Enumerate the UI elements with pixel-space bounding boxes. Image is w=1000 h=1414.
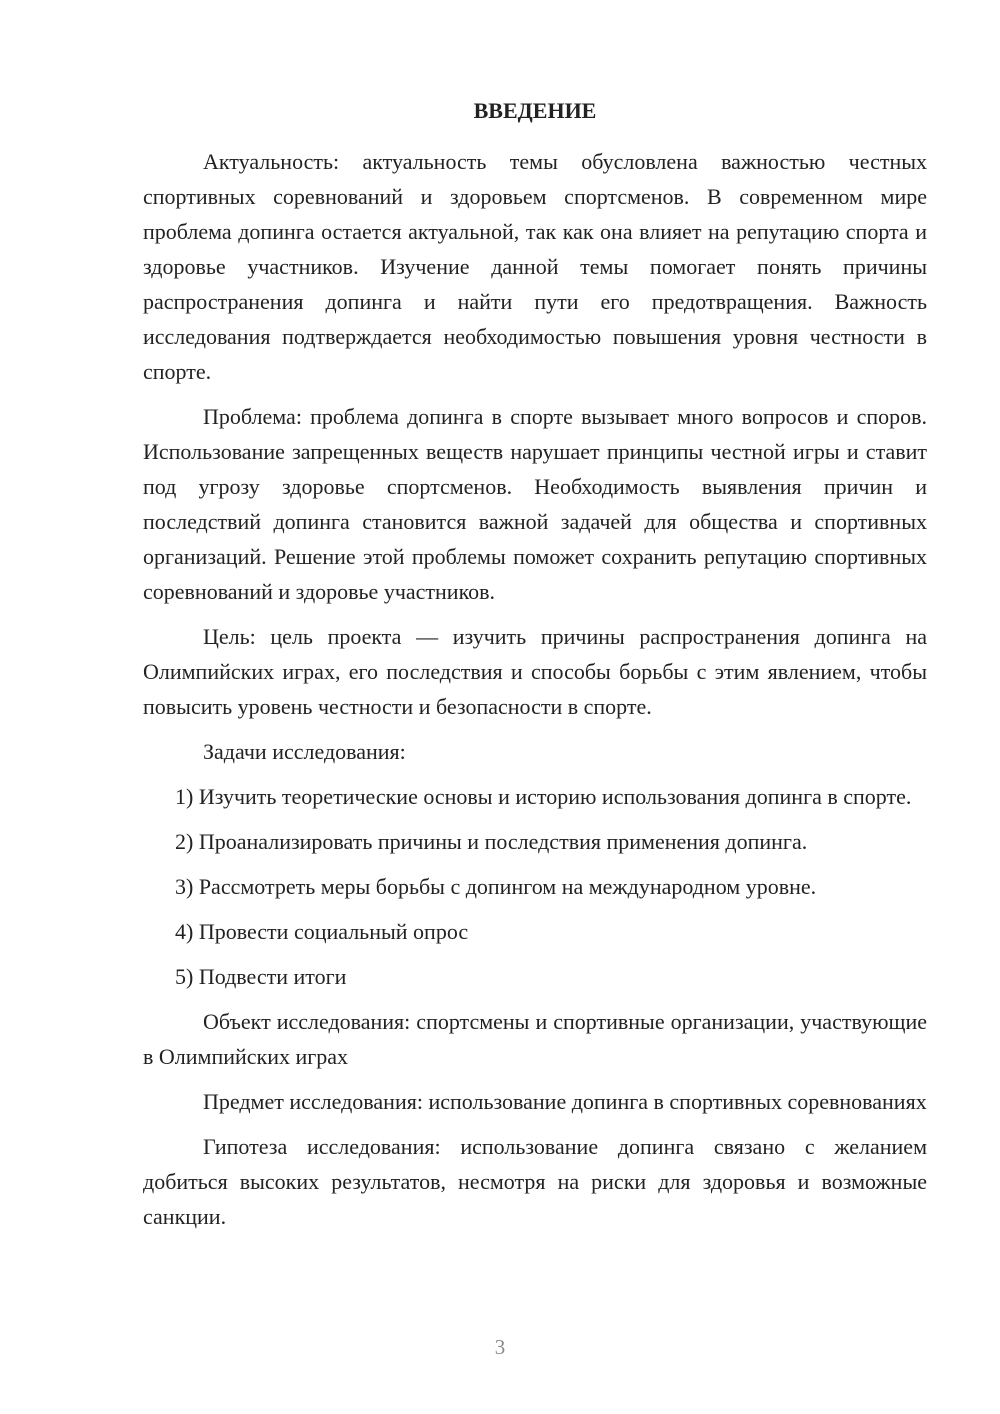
paragraph-subject: Предмет исследования: использование допинга в спортивных соревнованиях — [203, 1089, 927, 1114]
task-item-3: 3) Рассмотреть меры борьбы с допингом на международном уровне. — [175, 874, 817, 899]
task-item-2: 2) Проанализировать причины и последствия применения допинга. — [175, 829, 808, 854]
task-item-4: 4) Провести социальный опрос — [175, 919, 469, 944]
task-item-5: 5) Подвести итоги — [175, 964, 347, 989]
page-number: 3 — [494, 1335, 506, 1359]
paragraph-hypothesis: Гипотеза исследования: использование допинга связано с желанием добиться высоких результатов, несмотря на риски для здоровья и возможные санкции. — [143, 1134, 927, 1229]
paragraph-goal: Цель: цель проекта — изучить причины распространения допинга на Олимпийских играх, его последствия и способы борьбы с этим явлением, чтобы повысить уровень честности и безопасности в спорте. — [143, 624, 927, 719]
document-body — [143, 144, 927, 1234]
task-item-1: 1) Изучить теоретические основы и историю использования допинга в спорте. — [175, 784, 912, 809]
paragraph-tasks-heading: Задачи исследования: — [203, 739, 406, 764]
paragraph-object: Объект исследования: спортсмены и спортивные организации, участвующие в Олимпийских играх — [143, 1009, 927, 1069]
paragraph-problem: Проблема: проблема допинга в спорте вызывает много вопросов и споров. Использование запрещенных веществ нарушает принципы честной игры и ставит под угрозу здоровье спортсменов. Необходимость выявления причин и последствий допинга становится важной задачей для общества и спортивных организаций. Решение этой проблемы поможет сохранить репутацию спортивных соревнований и здоровье участников. — [143, 404, 927, 604]
page-title: ВВЕДЕНИЕ — [473, 98, 597, 123]
paragraph-relevance: Актуальность: актуальность темы обусловлена важностью честных спортивных соревнований и здоровьем спортсменов. В современном мире проблема допинга остается актуальной, так как она влияет на репутацию спорта и здоровье участников. Изучение данной темы помогает понять причины распространения допинга и найти пути его предотвращения. Важность исследования подтверждается необходимостью повышения уровня честности в спорте. — [143, 149, 927, 384]
